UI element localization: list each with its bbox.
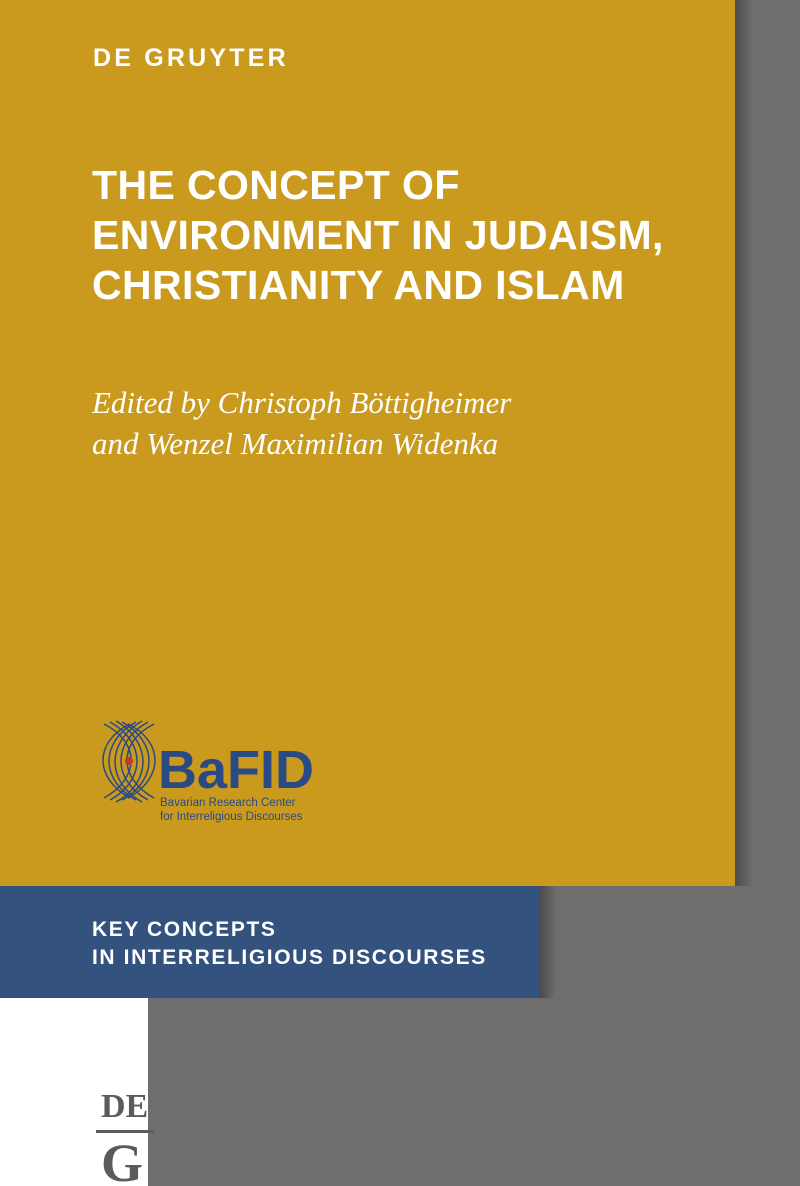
imprint-letter-top: DE <box>101 1088 149 1125</box>
bafid-logo <box>96 716 356 832</box>
bafid-logo-graphic <box>96 716 356 832</box>
background-right-strip <box>753 0 800 886</box>
svg-text:BaFID: BaFID <box>158 740 315 800</box>
editors-line-1: Edited by Christoph Böttigheimer <box>92 385 512 420</box>
imprint-letter-bottom: G <box>101 1133 144 1186</box>
svg-text:for Interreligious Discourses: for Interreligious Discourses <box>160 811 303 823</box>
svg-text:Bavarian Research Center: Bavarian Research Center <box>160 797 296 809</box>
gold-panel-shadow <box>735 0 753 886</box>
publisher-wordmark: DE GRUYTER <box>93 44 289 72</box>
series-band-shadow <box>540 886 556 998</box>
series-title <box>92 916 532 973</box>
de-gruyter-imprint-logo <box>96 1090 160 1186</box>
editors-line-2: and Wenzel Maximilian Widenka <box>92 426 499 462</box>
bottom-grey-area <box>148 998 800 1186</box>
series-line-1: KEY CONCEPTS <box>92 918 277 941</box>
editors-credit <box>92 382 712 464</box>
series-line-2: IN INTERRELIGIOUS DISCOURSES <box>92 946 487 970</box>
background-mid-strip <box>556 886 800 998</box>
page-title: THE CONCEPT OF ENVIRONMENT IN JUDAISM, CHRISTIANITY AND ISLAM <box>92 162 664 309</box>
